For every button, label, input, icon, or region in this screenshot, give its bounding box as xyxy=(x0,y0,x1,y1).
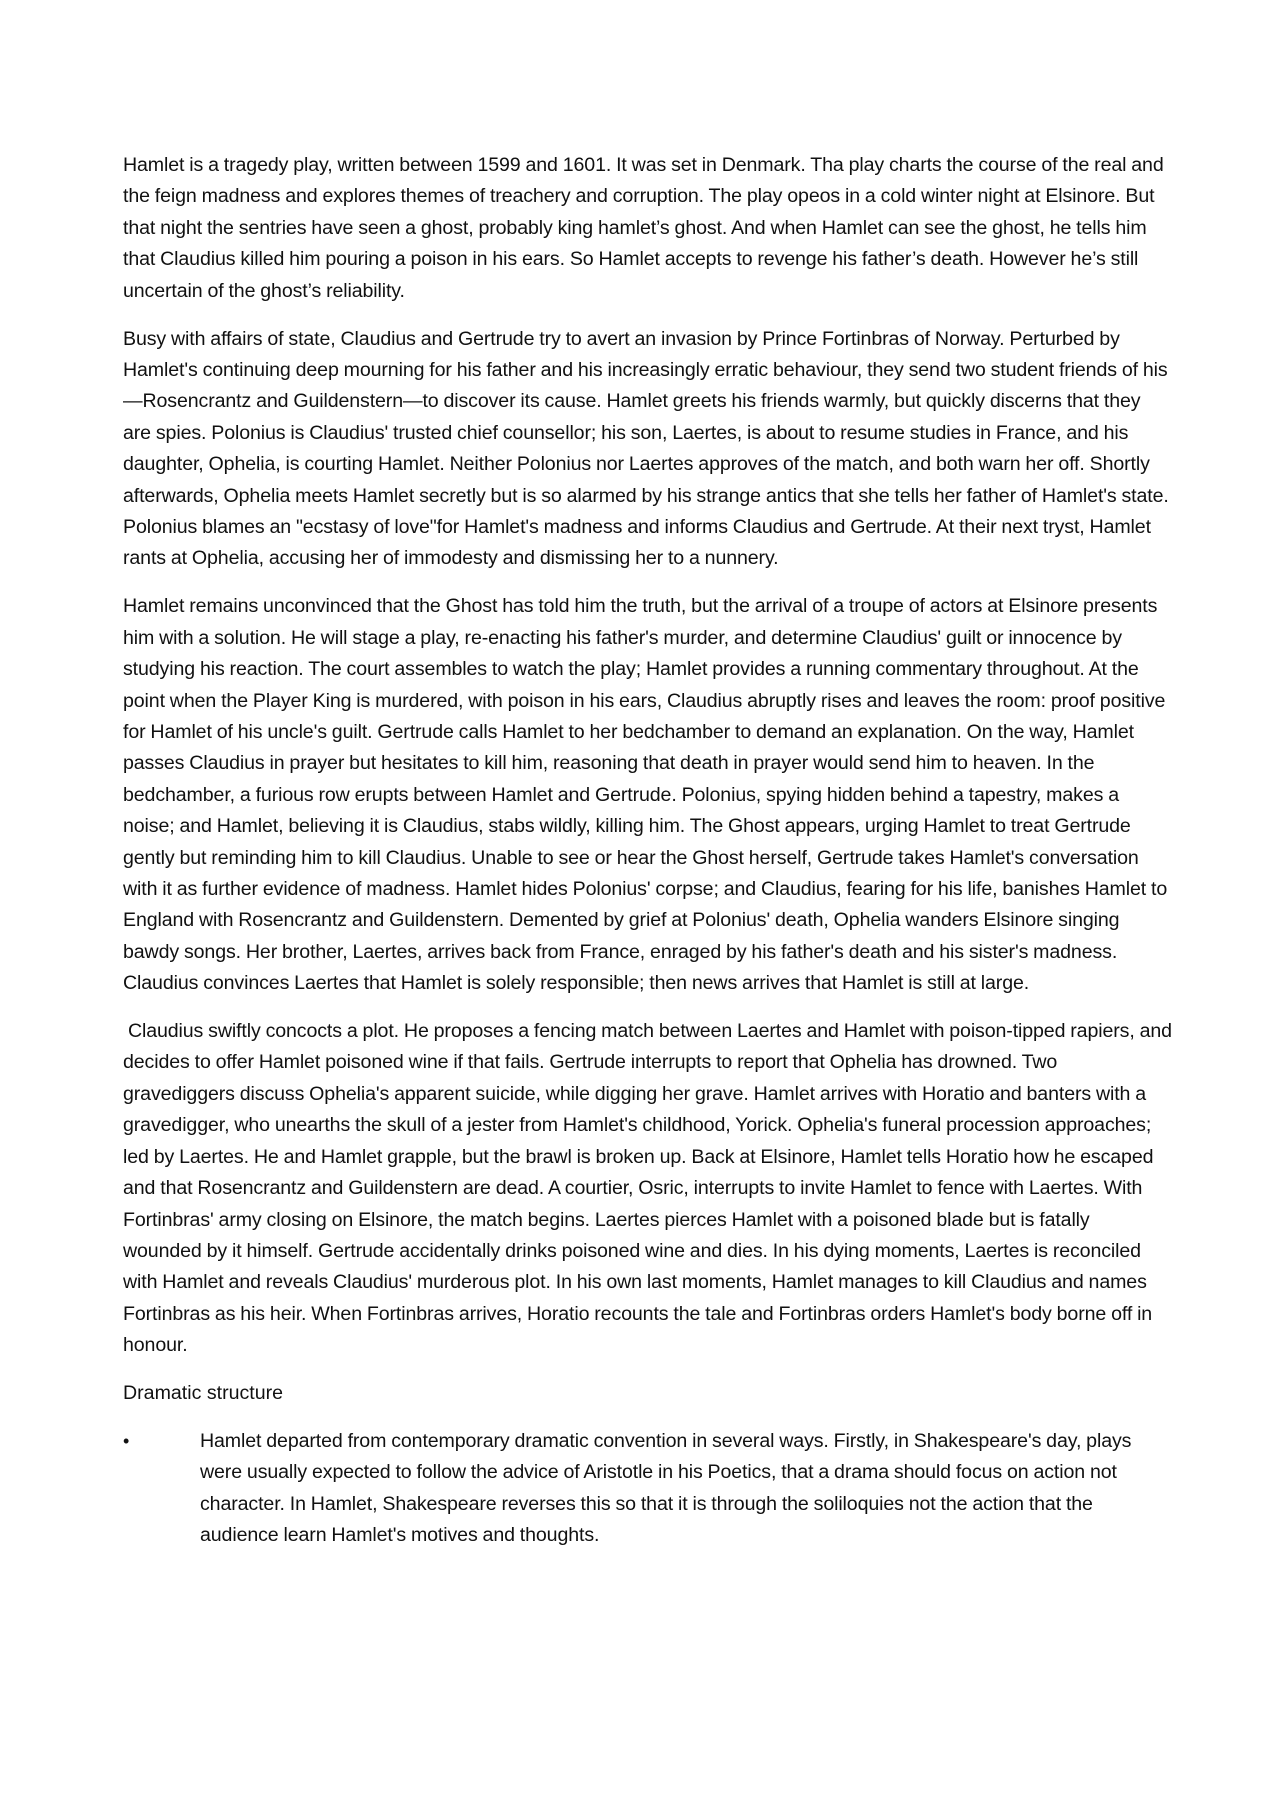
bullet-text: Hamlet departed from contemporary dramatic convention in several ways. Firstly, in Shakespeare's day, plays were usually expected to follow the advice of Aristotle in his Poetics, that a drama should focus on action not character. In Hamlet, Shakespeare reverses this so that it is through the soliloquies not the action that the audience learn Hamlet's motives and thoughts. xyxy=(200,1429,1132,1547)
bullet-item xyxy=(123,1426,1173,1552)
bullet-marker: • xyxy=(123,1430,130,1451)
paragraph-intro: Hamlet is a tragedy play, written between 1599 and 1601. It was set in Denmark. Tha play charts the course of the real and the feign madness and explores themes of treachery and corruption. The play opeos in a cold winter night at Elsinore. But that night the sentries have seen a ghost, probably king hamlet’s ghost. And when Hamlet can see the ghost, he tells him that Claudius killed him pouring a poison in his ears. So Hamlet accepts to revenge his father’s death. However he’s still uncertain of the ghost’s reliability. xyxy=(123,154,1164,302)
section-heading: Dramatic structure xyxy=(123,1382,284,1405)
paragraph-plot-act5: Claudius swiftly concocts a plot. He proposes a fencing match between Laertes and Hamlet with poison-tipped rapiers, and decides to offer Hamlet poisoned wine if that fails. Gertrude interrupts to report that Ophelia has drowned. Two gravediggers discuss Ophelia's apparent suicide, while digging her grave. Hamlet arrives with Horatio and banters with a gravedigger, who unearths the skull of a jester from Hamlet's childhood, Yorick. Ophelia's funeral procession approaches; led by Laertes. He and Hamlet grapple, but the brawl is broken up. Back at Elsinore, Hamlet tells Horatio how he escaped and that Rosencrantz and Guildenstern are dead. A courtier, Osric, interrupts to invite Hamlet to fence with Laertes. With Fortinbras' army closing on Elsinore, the match begins. Laertes pierces Hamlet with a poisoned blade but is fatally wounded by it himself. Gertrude accidentally drinks poisoned wine and dies. In his dying moments, Laertes is reconciled with Hamlet and reveals Claudius' murderous plot. In his own last moments, Hamlet manages to kill Claudius and names Fortinbras as his heir. When Fortinbras arrives, Horatio recounts the tale and Fortinbras orders Hamlet's body borne off in honour. xyxy=(123,1020,1177,1357)
document-page xyxy=(123,150,1177,1552)
paragraph-plot-act3: Hamlet remains unconvinced that the Ghost has told him the truth, but the arrival of a troupe of actors at Elsinore presents him with a solution. He will stage a play, re-enacting his father's murder, and determine Claudius' guilt or innocence by studying his reaction. The court assembles to watch the play; Hamlet provides a running commentary throughout. At the point when the Player King is murdered, with poison in his ears, Claudius abruptly rises and leaves the room: proof positive for Hamlet of his uncle's guilt. Gertrude calls Hamlet to her bedchamber to demand an explanation. On the way, Hamlet passes Claudius in prayer but hesitates to kill him, reasoning that death in prayer would send him to heaven. In the bedchamber, a furious row erupts between Hamlet and Gertrude. Polonius, spying hidden behind a tapestry, makes a noise; and Hamlet, believing it is Claudius, stabs wildly, killing him. The Ghost appears, urging Hamlet to treat Gertrude gently but reminding him to kill Claudius. Unable to see or hear the Ghost herself, Gertrude takes Hamlet's conversation with it as further evidence of madness. Hamlet hides Polonius' corpse; and Claudius, fearing for his life, banishes Hamlet to England with Rosencrantz and Guildenstern. Demented by grief at Polonius' death, Ophelia wanders Elsinore singing bawdy songs. Her brother, Laertes, arrives back from France, enraged by his father's death and his sister's madness. Claudius convinces Laertes that Hamlet is solely responsible; then news arrives that Hamlet is still at large. xyxy=(123,595,1168,995)
paragraph-plot-act1: Busy with affairs of state, Claudius and Gertrude try to avert an invasion by Prince Fortinbras of Norway. Perturbed by Hamlet's continuing deep mourning for his father and his increasingly erratic behaviour, they send two student friends of his—Rosencrantz and Guildenstern—to discover its cause. Hamlet greets his friends warmly, but quickly discerns that they are spies. Polonius is Claudius' trusted chief counsellor; his son, Laertes, is about to resume studies in France, and his daughter, Ophelia, is courting Hamlet. Neither Polonius nor Laertes approves of the match, and both warn her off. Shortly afterwards, Ophelia meets Hamlet secretly but is so alarmed by his strange antics that she tells her father of Hamlet's state. Polonius blames an "ecstasy of love"for Hamlet's madness and informs Claudius and Gertrude. At their next tryst, Hamlet rants at Ophelia, accusing her of immodesty and dismissing her to a nunnery. xyxy=(123,327,1169,570)
